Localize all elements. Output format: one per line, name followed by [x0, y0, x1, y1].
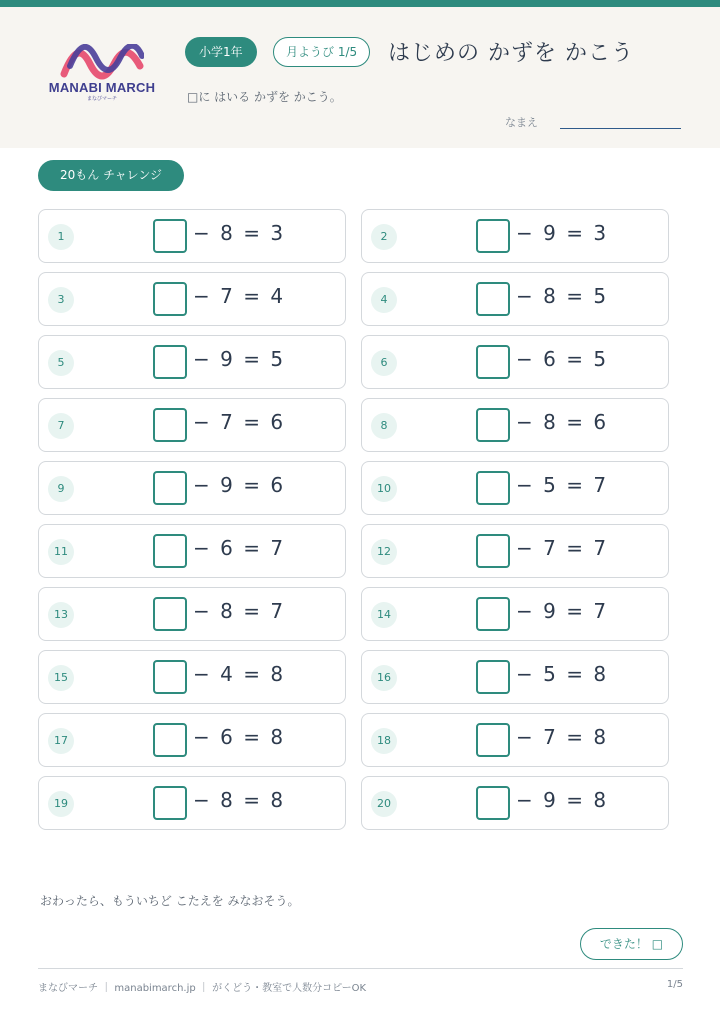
problem-card	[38, 650, 346, 704]
logo-wave-icon	[60, 44, 144, 82]
page-title: はじめの かずを かこう	[388, 41, 634, 66]
answer-box[interactable]	[153, 660, 187, 694]
footer-credits: まなびマーチ ｜ manabimarch.jp ｜ がくどう・教室で人数分コピーOK	[38, 983, 367, 994]
problem-number: 1	[48, 224, 74, 250]
problem-card	[361, 461, 669, 515]
answer-box[interactable]	[476, 219, 510, 253]
problem-card	[361, 776, 669, 830]
problem-card	[361, 335, 669, 389]
answer-box[interactable]	[476, 282, 510, 316]
answer-box[interactable]	[153, 282, 187, 316]
equation-text: − 7 = 4	[193, 284, 286, 308]
problem-card	[361, 398, 669, 452]
answer-box[interactable]	[476, 471, 510, 505]
problem-card	[38, 776, 346, 830]
answer-box[interactable]	[476, 660, 510, 694]
footer-divider	[38, 968, 683, 969]
answer-box[interactable]	[153, 786, 187, 820]
grade-badge: 小学1年	[185, 37, 257, 67]
problem-number: 18	[371, 728, 397, 754]
manabi-march-logo	[40, 40, 164, 108]
problem-card	[38, 587, 346, 641]
equation-text: − 8 = 3	[193, 221, 286, 245]
equation-text: − 5 = 7	[516, 473, 609, 497]
problem-number: 16	[371, 665, 397, 691]
equation-text: − 9 = 3	[516, 221, 609, 245]
answer-box[interactable]	[153, 534, 187, 568]
problem-number: 2	[371, 224, 397, 250]
equation-text: − 6 = 8	[193, 725, 286, 749]
problem-number: 4	[371, 287, 397, 313]
answer-box[interactable]	[153, 219, 187, 253]
problem-card	[361, 272, 669, 326]
answer-box[interactable]	[153, 345, 187, 379]
problem-card	[361, 587, 669, 641]
problem-number: 6	[371, 350, 397, 376]
problem-number: 20	[371, 791, 397, 817]
problem-number: 12	[371, 539, 397, 565]
problem-number: 10	[371, 476, 397, 502]
problem-card	[361, 209, 669, 263]
answer-box[interactable]	[153, 408, 187, 442]
name-label: なまえ	[505, 116, 538, 129]
problem-card	[361, 713, 669, 767]
problem-card	[38, 398, 346, 452]
equation-text: − 8 = 5	[516, 284, 609, 308]
answer-box[interactable]	[476, 408, 510, 442]
problem-number: 17	[48, 728, 74, 754]
set-badge: 月ようび 1/5	[273, 37, 370, 67]
problem-card	[361, 650, 669, 704]
top-accent-bar	[0, 0, 720, 7]
equation-text: − 5 = 8	[516, 662, 609, 686]
equation-text: − 9 = 6	[193, 473, 286, 497]
done-button[interactable]: できた！ □	[580, 928, 683, 960]
problem-number: 9	[48, 476, 74, 502]
equation-text: − 7 = 8	[516, 725, 609, 749]
logo-wordmark: MANABI MARCH	[48, 80, 156, 95]
problem-card	[38, 713, 346, 767]
equation-text: − 8 = 8	[193, 788, 286, 812]
problem-number: 11	[48, 539, 74, 565]
equation-text: − 9 = 7	[516, 599, 609, 623]
problem-number: 19	[48, 791, 74, 817]
equation-text: − 6 = 5	[516, 347, 609, 371]
problem-card	[38, 461, 346, 515]
problem-number: 3	[48, 287, 74, 313]
problem-card	[38, 335, 346, 389]
problem-card	[38, 524, 346, 578]
answer-box[interactable]	[476, 786, 510, 820]
equation-text: − 8 = 6	[516, 410, 609, 434]
answer-box[interactable]	[476, 723, 510, 757]
equation-text: − 7 = 7	[516, 536, 609, 560]
equation-text: − 4 = 8	[193, 662, 286, 686]
answer-box[interactable]	[153, 723, 187, 757]
problem-card	[38, 272, 346, 326]
equation-text: − 9 = 5	[193, 347, 286, 371]
problem-number: 14	[371, 602, 397, 628]
answer-box[interactable]	[153, 597, 187, 631]
problem-number: 13	[48, 602, 74, 628]
page-number: 1/5	[666, 979, 683, 990]
review-note: おわったら、もういちど こたえを みなおそう。	[40, 894, 300, 908]
answer-box[interactable]	[153, 471, 187, 505]
challenge-badge: 20もん チャレンジ	[38, 160, 184, 191]
equation-text: − 9 = 8	[516, 788, 609, 812]
equation-text: − 7 = 6	[193, 410, 286, 434]
logo-subtitle: まなびマーチ	[86, 96, 117, 102]
problem-number: 8	[371, 413, 397, 439]
problem-card	[361, 524, 669, 578]
equation-text: − 8 = 7	[193, 599, 286, 623]
problem-number: 7	[48, 413, 74, 439]
instruction-text: □に はいる かずを かこう。	[187, 90, 342, 104]
answer-box[interactable]	[476, 534, 510, 568]
name-field-line[interactable]	[560, 128, 681, 129]
answer-box[interactable]	[476, 597, 510, 631]
problem-number: 5	[48, 350, 74, 376]
problem-card	[38, 209, 346, 263]
problem-number: 15	[48, 665, 74, 691]
answer-box[interactable]	[476, 345, 510, 379]
equation-text: − 6 = 7	[193, 536, 286, 560]
